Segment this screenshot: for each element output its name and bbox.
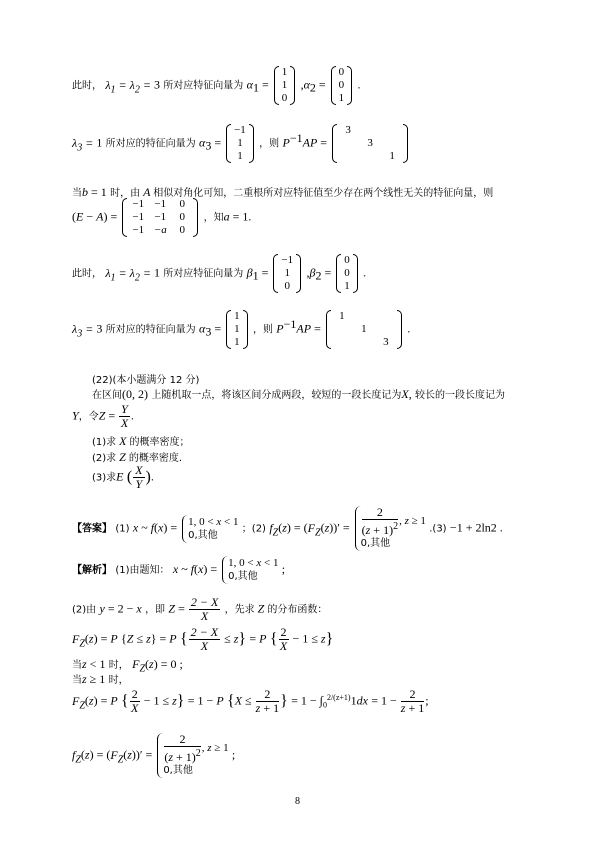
page-number: 8 (295, 796, 300, 807)
vector-beta2: 0 0 1 (336, 254, 358, 293)
analysis-case-2: 当z ≥ 1 时， (72, 672, 129, 686)
text-line-3: 当b = 1 时，由 A 相似对角化可知，二重根所对应特征值至少存在两个线性无关的特征向量，则 (72, 185, 494, 199)
diag-matrix-2: 1 1 3 (326, 310, 402, 349)
question-3: (3)求E ( $\frac{X}{Y}$ ). (92, 463, 154, 491)
matrix-line-4: (E − A) = −1 −1 0 −1 −1 0 −1 −a 0 ，知a = 1. (72, 198, 252, 236)
analysis-line-cdf: $F_Z(z) = P$ { $\frac{2}{X}$ − 1 ≤ z} = 1 − P {X ≤ $\frac{2}{z + 1}$ } = $1 - \int_0^{2/(z+1)}1dx = 1$ − $\frac{2}{z + 1}$ ; (72, 687, 429, 715)
problem-statement-2: Y，令Z = $\frac{Y}{X}$ . (72, 402, 134, 430)
eigen-line-5: 此时， $\lambda_1 = \lambda_2 = 1$ 所对应特征向量为 $\beta_1$ = −1 1 0 $,\beta_2$ = 0 0 1 . (72, 254, 367, 292)
analysis-line-2: (2)由 y = 2 − x ，即 Z = $\frac{2 - X}{X}$ ，先求 Z 的分布函数： (72, 595, 328, 623)
vector-alpha1: 1 1 0 (274, 66, 296, 105)
matrix-e-minus-a: −1 −1 0 −1 −1 0 −1 −a 0 (122, 198, 198, 237)
vector-alpha2: 0 0 1 (331, 66, 353, 105)
analysis-case-1: 当z < 1 时， $F_Z(z) = 0$ ; (72, 657, 183, 675)
problem-statement-1: 在区间(0, 2) 上随机取一点，将该区间分成两段，较短的一段长度记为X, 较长的一段长度记为 (92, 387, 506, 401)
eigen-line-2: $\lambda_3 = 1$ 所对应的特征向量为 $\alpha_3$ = −1 1 1 ，则 $P^{-1}AP$ = 3 3 1 (72, 124, 410, 163)
vector-alpha3: −1 1 1 (226, 124, 254, 163)
analysis-line-1: 【解析】 (1)由题知： x ~ f(x) = 1, 0 < x < 1 0,其他 ; (72, 557, 286, 582)
answer-line: 【答案】 (1) x ~ f(x) = 1, 0 < x < 1 0,其他 ；(2) $f_Z(z) = (F_Z(z))'$ = $\frac{2}{(z + 1)^2}$ , z ≥ 1 0,其他 .(3) −1 + 2ln2 . (72, 505, 503, 549)
problem-header: (22)(本小题满分 12 分) (92, 375, 200, 386)
analysis-line-pdf: $f_Z(z) = (F_Z(z))'$ = $\frac{2}{(z + 1)^2}$ , z ≥ 1 0,其他 ; (72, 732, 236, 776)
diag-matrix-1: 3 3 1 (332, 124, 408, 163)
vector-beta1: −1 1 0 (273, 254, 301, 293)
vector-alpha3-b: 1 1 1 (226, 310, 248, 349)
eigen-line-1: 此时， $\lambda_1 = \lambda_2 = 3$ 所对应特征向量为 $\alpha_1$ = 1 1 0 $,\alpha_2$ = 0 0 1 . (72, 66, 361, 104)
question-2: (2)求 Z 的概率密度. (92, 450, 183, 464)
question-1: (1)求 X 的概率密度； (92, 434, 190, 448)
analysis-line-3: $F_Z(z) = P$ {Z ≤ z} = P { $\frac{2 - X}{X}$ ≤ z} = P { $\frac{2}{X}$ − 1 ≤ z} (72, 625, 334, 653)
eigen-line-6: $\lambda_3 = 3$ 所对应的特征向量为 $\alpha_3$ = 1 1 1 ，则 $P^{-1}AP$ = 1 1 3 . (72, 310, 411, 348)
